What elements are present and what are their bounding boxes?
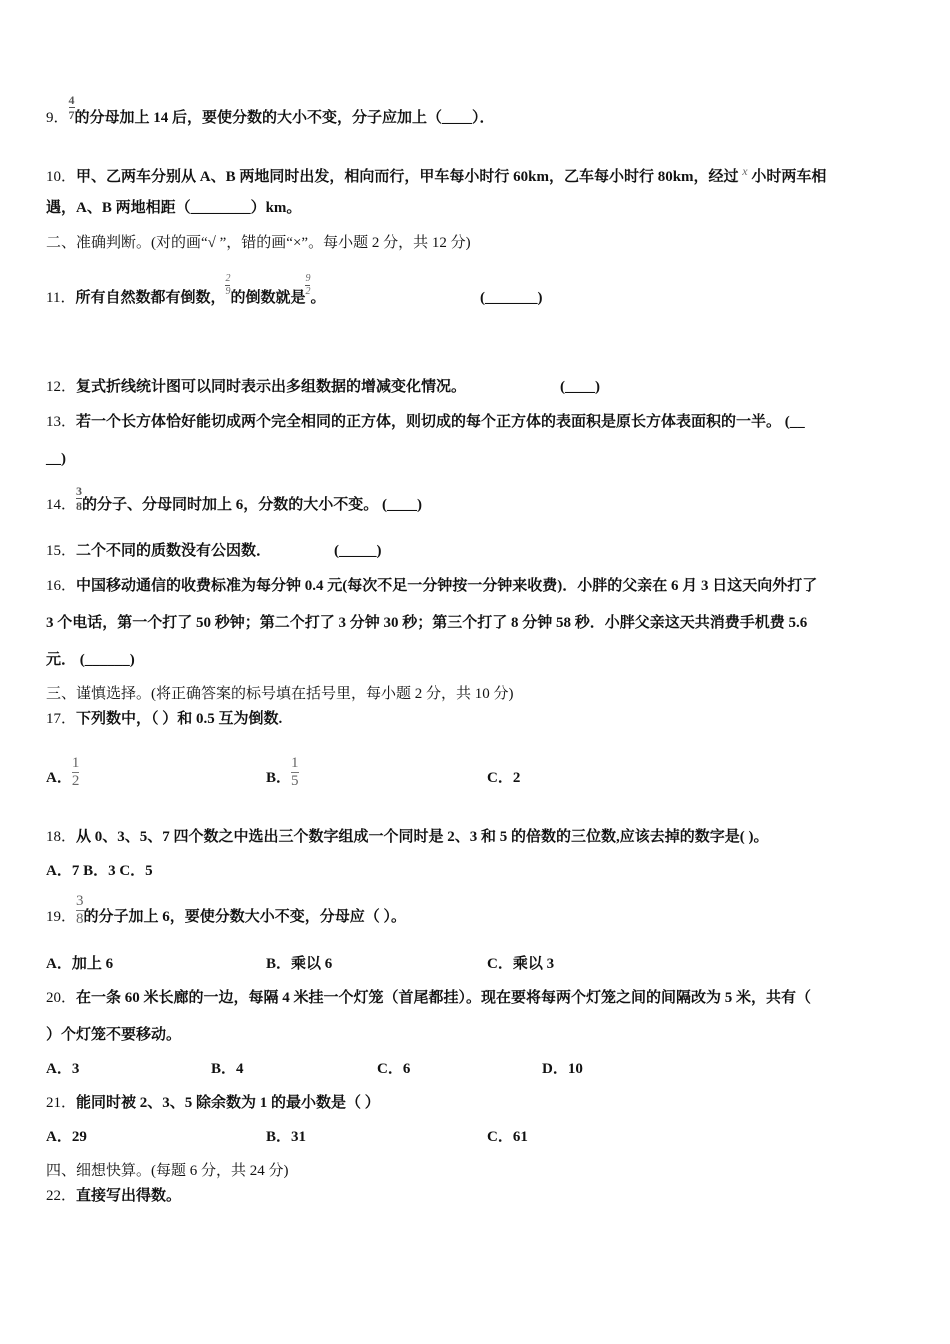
- question-number: 16．: [46, 578, 77, 594]
- question-text: 的分母加上 14 后，要使分数的大小不变，分子应加上（____）．: [74, 110, 495, 126]
- fraction: $\frac{9}{2}$: [305, 273, 311, 298]
- option-b[interactable]: B．4: [211, 1061, 244, 1077]
- question-13-line2: __): [46, 451, 66, 467]
- question-number: 20．: [46, 990, 77, 1006]
- question-text: 直接写出得数。: [76, 1188, 182, 1204]
- question-10-line2: [46, 198, 301, 218]
- question-20: [46, 988, 811, 1008]
- question-text: 甲、乙两车分别从 A、B 两地同时出发，相向而行，甲车每小时行 60km，乙车每小时行 80km，经过: [76, 169, 739, 185]
- question-text: 从 0、3、5、7 四个数之中选出三个数字组成一个同时是 2、3 和 5 的倍数的三位数,应该去掉的数字是( )。: [76, 829, 769, 845]
- section-heading-4: 四、细想快算。(每题 6 分，共 24 分): [46, 1163, 289, 1179]
- fraction: $\frac{1}{5}$: [291, 755, 299, 790]
- question-number: 11．: [46, 290, 76, 306]
- question-text: 复式折线统计图可以同时表示出多组数据的增减变化情况。: [76, 379, 467, 395]
- fraction: $\frac{3}{8}$: [76, 484, 83, 514]
- question-text: 的分子、分母同时加上 6，分数的大小不变。 (____): [82, 497, 423, 513]
- question-text: 中国移动通信的收费标准为每分钟 0.4 元(每次不足一分钟按一分钟来收费)．小胖的父亲在 6 月 3 日这天向外打了: [76, 578, 818, 594]
- question-16-line2: 3 个电话，第一个打了 50 秒钟；第二个打了 3 分钟 30 秒；第三个打了 8 分钟 58 秒．小胖父亲这天共消费手机费 5.6: [46, 615, 808, 631]
- options-row[interactable]: A．7 B．3 C．5: [46, 863, 153, 879]
- option-c[interactable]: C．2: [487, 770, 521, 786]
- option-c[interactable]: C．61: [487, 1129, 528, 1145]
- question-17: [46, 709, 282, 729]
- question-18: [46, 827, 769, 847]
- variable: x: [742, 164, 748, 178]
- option-c[interactable]: C．乘以 3: [487, 956, 555, 972]
- fraction: $\frac{2}{9}$: [225, 273, 231, 298]
- question-number: 15．: [46, 543, 77, 559]
- question-text: 遇，A、B 两地相距（________）km。: [46, 200, 302, 216]
- section-heading-3: 三、谨慎选择。(将正确答案的标号填在括号里，每小题 2 分，共 10 分): [46, 686, 514, 702]
- question-13: [46, 412, 805, 432]
- question-text: 在一条 60 米长廊的一边，每隔 4 米挂一个灯笼（首尾都挂）。现在要将每两个灯笼之间的间隔改为 5 米，共有（: [76, 990, 812, 1006]
- question-number: 21．: [46, 1095, 77, 1111]
- question-number: 22．: [46, 1188, 77, 1204]
- question-text: 。: [310, 290, 326, 306]
- question-12: [46, 377, 466, 397]
- question-number: 19．: [46, 909, 77, 925]
- question-text: 所有自然数都有倒数，: [75, 290, 226, 306]
- question-20-line2: ）个灯笼不要移动。: [46, 1027, 182, 1043]
- option-b[interactable]: B． $\frac{1}{5}$: [266, 755, 299, 790]
- question-number: 13．: [46, 414, 77, 430]
- question-15: [46, 541, 271, 561]
- answer-blank: (_______): [480, 290, 543, 306]
- question-number: 14．: [46, 497, 77, 513]
- question-19: [46, 893, 407, 928]
- question-text: 若一个长方体恰好能切成两个完全相同的正方体，则切成的每个正方体的表面积是原长方体表面积的一半。 (__: [76, 414, 805, 430]
- question-11: [46, 273, 326, 308]
- option-b[interactable]: B．31: [266, 1129, 307, 1145]
- question-16-line3: 元． (______): [46, 652, 135, 668]
- option-a[interactable]: A．加上 6: [46, 956, 114, 972]
- question-21: [46, 1093, 380, 1113]
- question-number: 10．: [46, 169, 77, 185]
- question-9: [46, 93, 495, 128]
- section-heading-2: 二、准确判断。(对的画“√ ”，错的画“×”。每小题 2 分，共 12 分): [46, 235, 471, 251]
- option-a[interactable]: A．3: [46, 1061, 80, 1077]
- fraction: $\frac{3}{8}$: [76, 893, 84, 928]
- question-number: 12．: [46, 379, 77, 395]
- question-text: 的倒数就是: [230, 290, 306, 306]
- question-number: 9．: [46, 110, 69, 126]
- answer-blank: (_____): [334, 543, 382, 559]
- option-a[interactable]: A． $\frac{1}{2}$: [46, 755, 80, 790]
- option-c[interactable]: C．6: [377, 1061, 411, 1077]
- fraction: $\frac{1}{2}$: [71, 755, 80, 790]
- answer-blank: (____): [560, 379, 600, 395]
- question-text: 二个不同的质数没有公因数．: [76, 543, 272, 559]
- option-d[interactable]: D．10: [542, 1061, 583, 1077]
- question-16: [46, 576, 817, 596]
- question-14: [46, 484, 423, 515]
- question-text-cont: 小时两车相: [751, 169, 827, 185]
- question-text: 的分子加上 6，要使分数大小不变，分母应（ ）。: [83, 909, 407, 925]
- question-text: 能同时被 2、3、5 除余数为 1 的最小数是（ ）: [76, 1095, 380, 1111]
- question-text: 下列数中，（ ）和 0.5 互为倒数.: [76, 711, 283, 727]
- question-22: [46, 1186, 181, 1206]
- option-a[interactable]: A．29: [46, 1129, 87, 1145]
- question-number: 17．: [46, 711, 77, 727]
- fraction: $\frac{4}{7}$: [68, 93, 75, 123]
- option-b[interactable]: B．乘以 6: [266, 956, 333, 972]
- question-number: 18．: [46, 829, 77, 845]
- question-10: [46, 161, 826, 187]
